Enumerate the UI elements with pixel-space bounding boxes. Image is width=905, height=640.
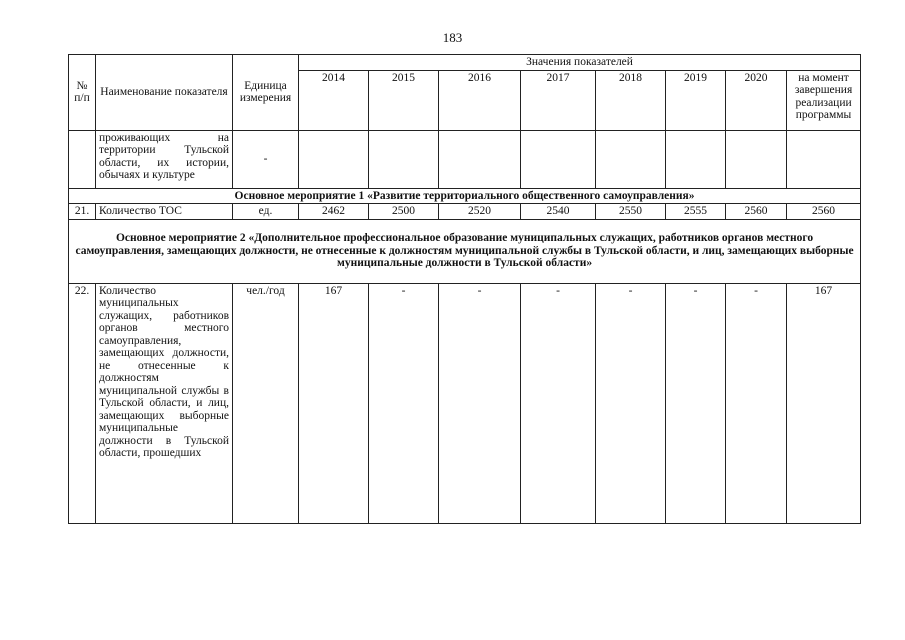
value-cell: - <box>596 283 666 523</box>
value-cell: 2520 <box>439 204 521 220</box>
value-cell: 2540 <box>521 204 596 220</box>
value-cell: - <box>369 283 439 523</box>
section-title-2: Основное мероприятие 2 «Дополнительное профессиональное образование муниципальных служащих, работников органов местного самоуправления, замещающих должности, не отнесенные к должностям муниципальной службы в Тульской области, и лиц, замещающих выборные муниципальные должности в Тульской области» <box>69 219 861 283</box>
section-title-1: Основное мероприятие 1 «Развитие территориального общественного самоуправления» <box>69 188 861 204</box>
value-cell: 167 <box>299 283 369 523</box>
page-number: 183 <box>442 30 463 45</box>
header-values-title: Значения показателей <box>299 55 861 71</box>
header-unit: Единица измерения <box>233 55 299 131</box>
header-year: 2016 <box>439 70 521 130</box>
row-number: 21. <box>69 204 96 220</box>
indicator-name: Количество муниципальных служащих, работников органов местного самоуправления, замещающих должности, не отнесенные к должностям муниципальной службы в Тульской области, и лиц, замещающих выборные муниципальные должности в Тульской области, прошедших <box>96 283 233 523</box>
header-year: 2017 <box>521 70 596 130</box>
header-num: № п/п <box>69 55 96 131</box>
value-cell: - <box>521 283 596 523</box>
header-year: 2018 <box>596 70 666 130</box>
indicator-unit: чел./год <box>233 283 299 523</box>
header-row-1 <box>69 55 861 71</box>
table-row <box>69 130 861 188</box>
section-row <box>69 188 861 204</box>
indicators-table <box>68 54 861 524</box>
header-name: Наименование показателя <box>96 55 233 131</box>
header-year: 2014 <box>299 70 369 130</box>
indicator-name: проживающих на территории Тульской области, их истории, обычаях и культуре <box>96 130 233 188</box>
row-number: 22. <box>69 283 96 523</box>
value-cell: 2560 <box>726 204 787 220</box>
section-row <box>69 219 861 283</box>
value-cell: - <box>439 283 521 523</box>
header-year: 2019 <box>666 70 726 130</box>
header-final: на момент завершения реализации программы <box>787 70 861 130</box>
final-value-cell: 167 <box>787 283 861 523</box>
header-year: 2020 <box>726 70 787 130</box>
value-cell: 2555 <box>666 204 726 220</box>
value-cell: 2462 <box>299 204 369 220</box>
value-cell: 2550 <box>596 204 666 220</box>
value-cell: 2500 <box>369 204 439 220</box>
header-year: 2015 <box>369 70 439 130</box>
final-value-cell: 2560 <box>787 204 861 220</box>
value-cell: - <box>726 283 787 523</box>
indicator-unit: - <box>233 130 299 188</box>
indicator-name: Количество ТОС <box>96 204 233 220</box>
value-cell: - <box>666 283 726 523</box>
indicator-unit: ед. <box>233 204 299 220</box>
table-row <box>69 283 861 523</box>
table-row <box>69 204 861 220</box>
